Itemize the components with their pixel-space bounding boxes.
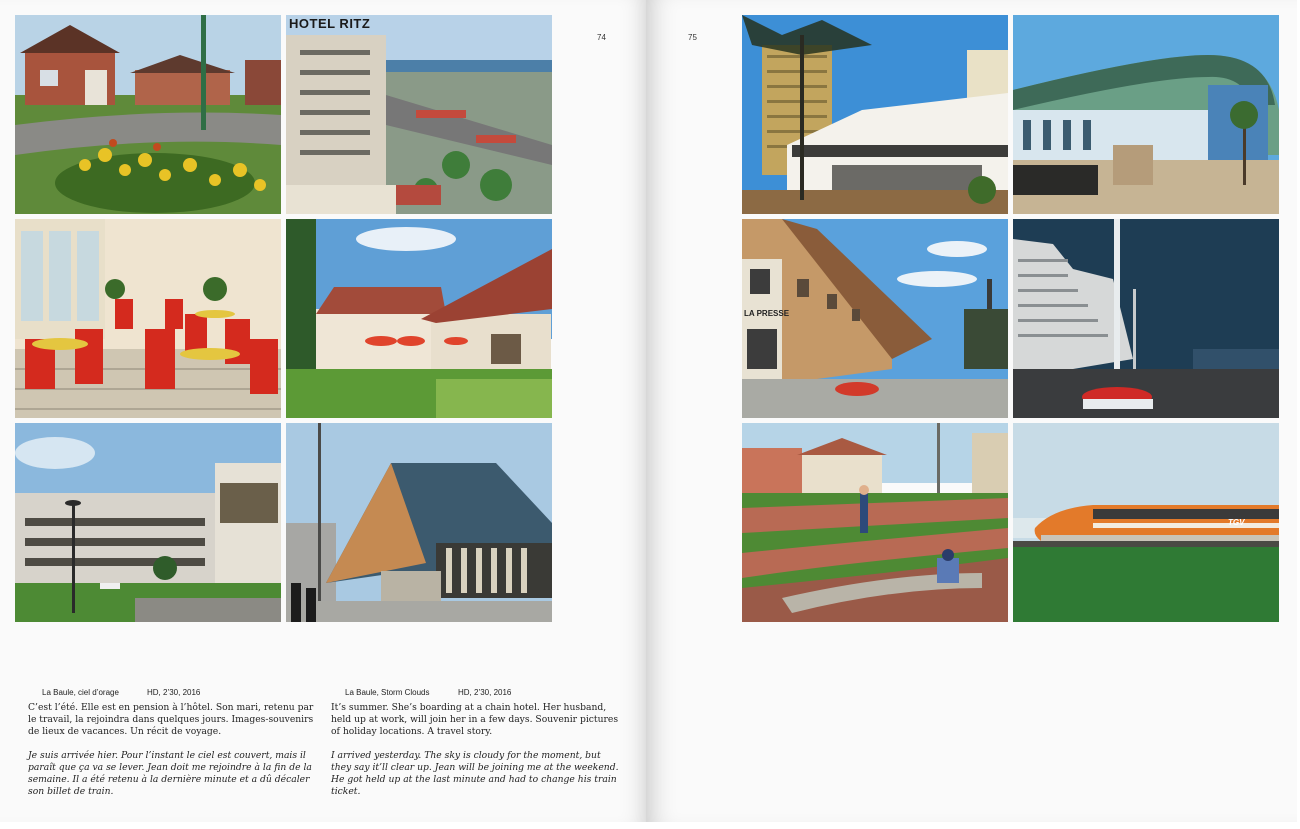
caption-fr-paragraph-1: C’est l’été. Elle est en pension à l’hôtel. Son mari, retenu par le travail, la rejoindra dans quelques jours. Images-souvenirs de lieux de vacances. Un récit de voyage. <box>28 702 314 737</box>
caption-fr-meta: HD, 2’30, 2016 <box>147 688 201 697</box>
hotel-ritz-photo <box>286 15 552 214</box>
la-presse-sign: LA PRESSE <box>744 309 790 318</box>
page-number-left: 74 <box>597 33 606 42</box>
suburban-houses-flowers-photo <box>15 15 281 214</box>
right-page <box>646 0 1297 822</box>
caption-en-title: La Baule, Storm Clouds <box>345 688 430 697</box>
tgv-logo: TGV <box>1228 518 1245 527</box>
caption-fr-title: La Baule, ciel d’orage <box>42 688 119 697</box>
red-chairs-interior-photo <box>15 219 281 418</box>
caption-en-paragraph-1: It’s summer. She’s boarding at a chain hotel. Her husband, held up at work, will join her in a few days. Souvenir pictures of holiday locations. A travel story. <box>331 702 619 737</box>
a-frame-chalet-photo <box>286 423 552 622</box>
seafront-flats-photo <box>1013 219 1279 418</box>
caption-fr-paragraph-2: Je suis arrivée hier. Pour l’instant le ciel est couvert, mais il paraît que ça va se lever. Jean doit me rejoindre à la fin de la semaine. Il a été retenu à la dernière minute et a dû décaler son billet de train. <box>28 750 312 797</box>
hotel-ritz-sign: HOTEL RITZ <box>289 16 371 31</box>
caption-fr-text <box>28 702 318 810</box>
left-page <box>0 0 646 822</box>
caption-en-paragraph-2: I arrived yesterday. The sky is cloudy for the moment, but they say it’ll clear up. Jean will be joining me at the weekend. He got held up at the last minute and had to change his train ticket. <box>331 750 619 797</box>
la-presse-street-photo <box>742 219 1008 418</box>
holiday-house-parasols-photo <box>286 219 552 418</box>
modern-building-lamp-photo <box>15 423 281 622</box>
caption-en-text <box>331 702 621 810</box>
caption-en-meta: HD, 2’30, 2016 <box>458 688 512 697</box>
tower-block-photo <box>742 15 1008 214</box>
arched-hall-photo <box>1013 15 1279 214</box>
mini-golf-photo <box>742 423 1008 622</box>
tgv-train-photo <box>1013 423 1279 622</box>
page-number-right: 75 <box>688 33 697 42</box>
